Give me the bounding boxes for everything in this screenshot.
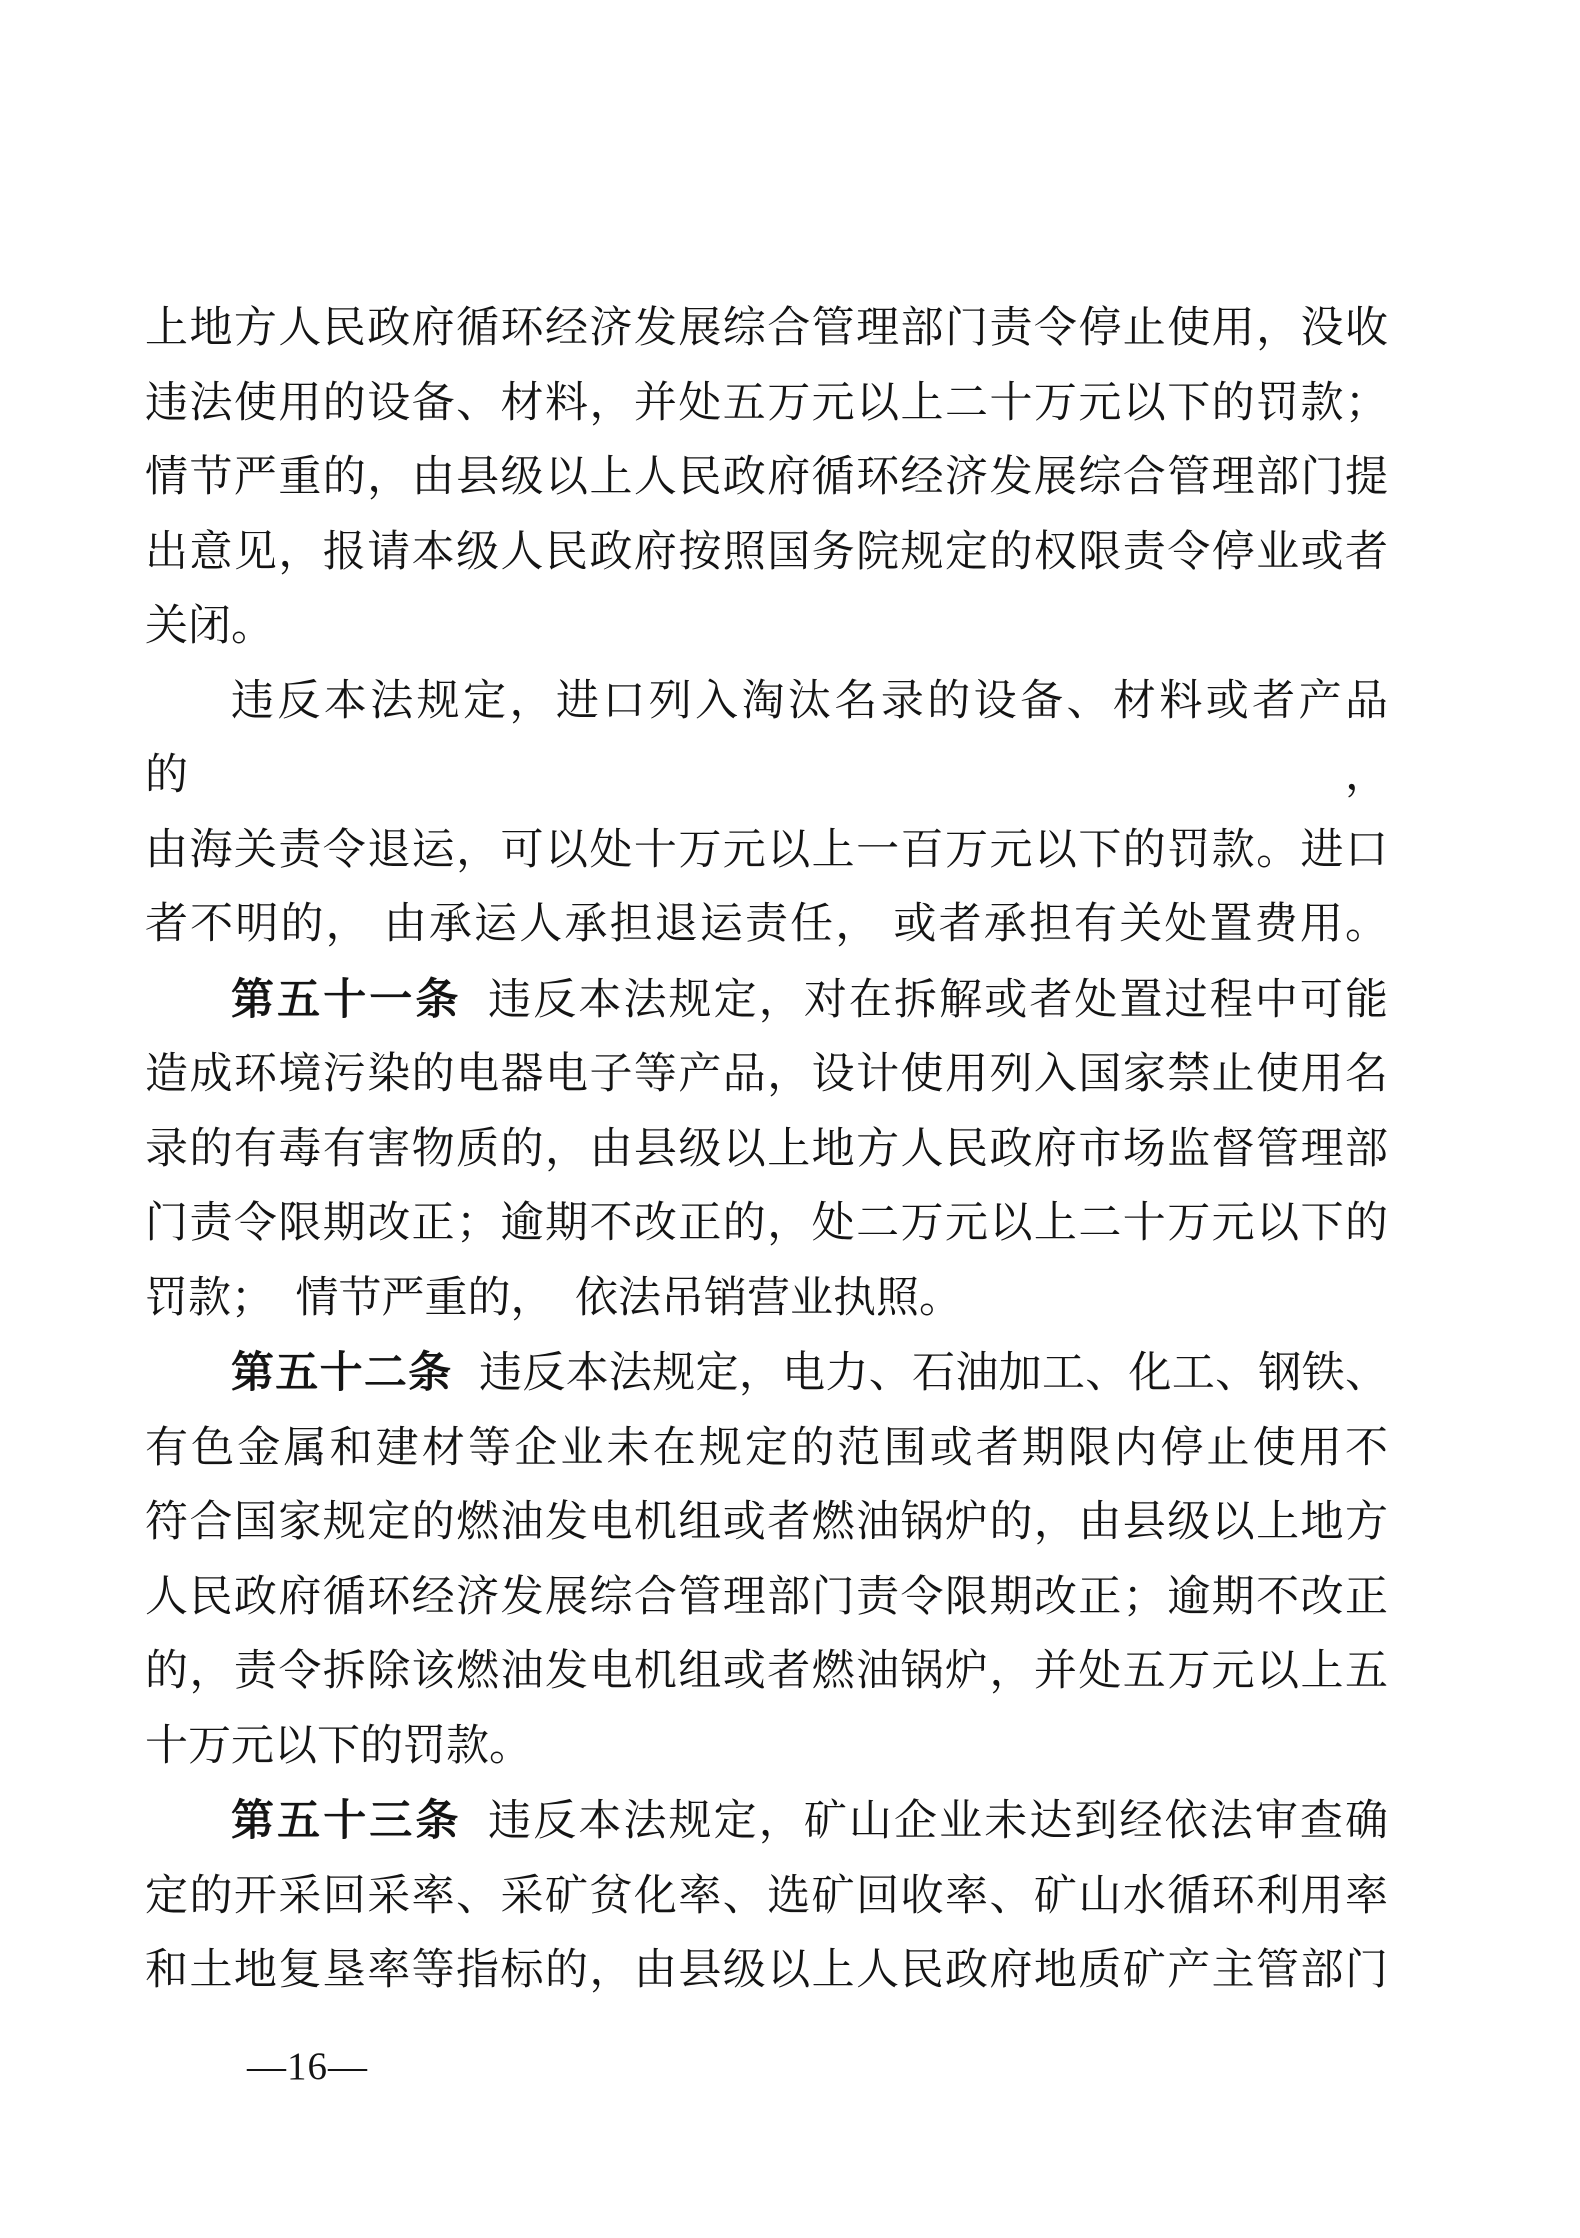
text-line bbox=[145, 1635, 1388, 1710]
text-line bbox=[145, 1710, 1388, 1785]
line-text: 门责令限期改正；逾期不改正的，处二万元以上二十万元以下的 bbox=[145, 1200, 1388, 1247]
line-text: 关闭。 bbox=[145, 603, 274, 650]
text-line bbox=[145, 1262, 1388, 1337]
text-line bbox=[145, 1187, 1388, 1262]
line-text: 情节严重的，由县级以上人民政府循环经济发展综合管理部门提 bbox=[145, 454, 1388, 501]
text-line bbox=[145, 665, 1388, 814]
line-text: 的，责令拆除该燃油发电机组或者燃油锅炉，并处五万元以上五 bbox=[145, 1648, 1388, 1695]
line-text: 违反本法规定，矿山企业未达到经依法审查确 bbox=[488, 1798, 1389, 1845]
text-line bbox=[145, 963, 1388, 1039]
text-line bbox=[145, 1336, 1388, 1412]
article-number: 第五十三条 bbox=[231, 1797, 462, 1845]
text-line bbox=[145, 1038, 1388, 1113]
text-line bbox=[145, 367, 1388, 442]
line-text: 由海关责令退运，可以处十万元以上一百万元以下的罚款。进口 bbox=[145, 826, 1388, 874]
line-text: 符合国家规定的燃油发电机组或者燃油锅炉的，由县级以上地方 bbox=[145, 1499, 1388, 1546]
line-text: 和土地复垦率等指标的，由县级以上人民政府地质矿产主管部门 bbox=[145, 1947, 1388, 1994]
line-text: 录的有毒有害物质的，由县级以上地方人民政府市场监督管理部 bbox=[145, 1125, 1388, 1173]
text-line bbox=[145, 1784, 1388, 1860]
text-line bbox=[145, 441, 1388, 516]
text-line bbox=[145, 1561, 1388, 1636]
line-text: 罚款； 情节严重的， 依法吊销营业执照。 bbox=[145, 1274, 962, 1322]
line-text: 违反本法规定，进口列入淘汰名录的设备、材料或者产品的， bbox=[145, 677, 1388, 799]
text-line bbox=[145, 814, 1388, 889]
line-text: 上地方人民政府循环经济发展综合管理部门责令停止使用，没收 bbox=[145, 305, 1388, 352]
line-text: 违反本法规定，对在拆解或者处置过程中可能 bbox=[488, 976, 1389, 1024]
text-line bbox=[145, 1934, 1388, 2009]
text-line bbox=[145, 1412, 1388, 1487]
line-text: 人民政府循环经济发展综合管理部门责令限期改正；逾期不改正 bbox=[145, 1573, 1388, 1621]
text-line bbox=[145, 1113, 1388, 1188]
body-text bbox=[145, 292, 1388, 2009]
text-line bbox=[145, 292, 1388, 367]
line-text: 出意见，报请本级人民政府按照国务院规定的权限责令停业或者 bbox=[145, 528, 1388, 576]
article-number: 第五十二条 bbox=[231, 1349, 453, 1397]
text-line bbox=[145, 590, 1388, 665]
line-text: 者不明的， 由承运人承担退运责任， 或者承担有关处置费用。 bbox=[145, 901, 1388, 948]
line-text: 定的开采回采率、采矿贫化率、选矿回收率、矿山水循环利用率 bbox=[145, 1872, 1388, 1920]
text-line bbox=[145, 516, 1388, 591]
line-text: 有色金属和建材等企业未在规定的范围或者期限内停止使用不 bbox=[145, 1424, 1388, 1472]
line-text: 十万元以下的罚款。 bbox=[145, 1722, 532, 1770]
line-text: 违法使用的设备、材料，并处五万元以上二十万元以下的罚款； bbox=[145, 379, 1388, 427]
page-number: —16— bbox=[247, 2045, 368, 2088]
text-line bbox=[145, 888, 1388, 963]
line-text: 造成环境污染的电器电子等产品，设计使用列入国家禁止使用名 bbox=[145, 1051, 1388, 1098]
text-line bbox=[145, 1860, 1388, 1935]
text-line bbox=[145, 1486, 1388, 1561]
article-number: 第五十一条 bbox=[231, 975, 462, 1024]
line-text: 违反本法规定，电力、石油加工、化工、钢铁、 bbox=[479, 1350, 1388, 1397]
